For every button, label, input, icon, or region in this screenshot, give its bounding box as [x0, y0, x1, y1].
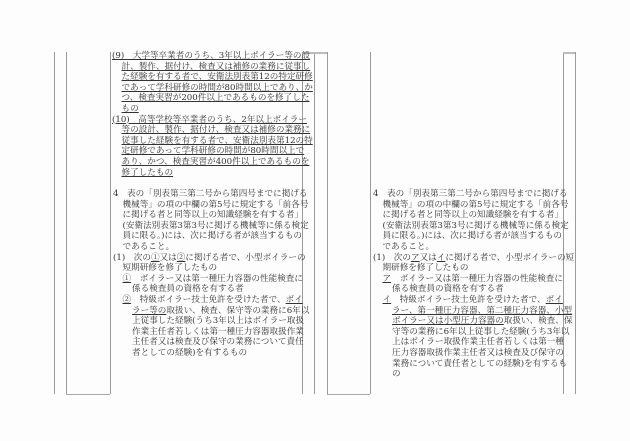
text-line: [113, 189, 309, 200]
text-line: [373, 242, 574, 253]
text-segment: 係る検査員の資格を有する者: [392, 284, 504, 295]
text-segment: 機械等」の項の中欄の第5号に規定する「前各号: [382, 199, 569, 210]
underlined-text: ①: [122, 273, 132, 284]
text-line: [112, 62, 313, 73]
text-line: [113, 348, 309, 359]
text-line: [113, 306, 309, 317]
text-line: [113, 337, 309, 348]
text-segment: の: [392, 369, 401, 380]
underlined-text: ボイ: [545, 294, 563, 305]
text-line: [112, 72, 313, 83]
underlined-text: 定研修であって学科研修の時間が80時間以上で: [121, 146, 305, 157]
text-line: [112, 115, 313, 126]
table-border-right: [575, 52, 576, 394]
table-cell-bottom: [327, 394, 370, 395]
underlined-text: ボイ: [285, 294, 303, 305]
text-segment: ボイラー又は第一種圧力容器の性能検査に: [131, 273, 303, 284]
text-line: [373, 263, 574, 274]
underlined-text: 計、製作、据付け、検査又は補修の業務に従事し: [121, 61, 311, 72]
text-segment: 作業主任者若しくは第一種圧力容器取扱作業: [132, 326, 304, 337]
right-item-4: [373, 189, 574, 380]
text-segment: 員に限る。)には、次に掲げる者が該当するもの: [122, 231, 303, 242]
underlined-text: ラー、第一種圧力容器、第二種圧力容器、小型: [392, 305, 573, 316]
table-border-left: [54, 52, 55, 394]
table-column-rule: [370, 52, 371, 394]
text-line: [112, 125, 313, 136]
underlined-text: た経験を有する者で、安衛法別表第12の特定研修: [121, 72, 313, 83]
text-line: [112, 83, 313, 94]
text-line: [373, 306, 574, 317]
underlined-text: 修了したもの: [121, 167, 174, 178]
underlined-text: つ、検査実習が200件以上であるものを修了した: [121, 93, 310, 104]
text-segment: 4 表の「別表第三第二号から第四号までに掲げる: [113, 189, 308, 199]
table-column-rule: [66, 52, 67, 394]
text-line: [373, 327, 574, 338]
underlined-text: イ: [436, 252, 446, 263]
left-item-4: [113, 189, 309, 359]
text-line: [373, 221, 574, 232]
text-segment: (1) 次の: [373, 252, 411, 263]
text-line: [112, 168, 313, 179]
text-segment: 特級ボイラー技士免許を受けた者で、: [131, 294, 286, 305]
text-segment: であること。: [382, 241, 435, 252]
text-segment: 上従事した経験(うち3年以上はボイラー取扱: [132, 316, 305, 327]
underlined-text: 等の設計、製作、据付け、検査又は補修の業務に: [121, 125, 311, 136]
text-line: [112, 93, 313, 104]
text-segment: 短期研修を修了したもの: [122, 263, 218, 274]
text-segment: (1) 次の: [113, 252, 151, 263]
text-segment: 機械等」の項の中欄の第5号に規定する「前各号: [122, 199, 309, 210]
underlined-text: 従事した経験を有する者で、安衛法別表第12の特: [121, 135, 313, 146]
text-line: [113, 263, 309, 274]
text-line: [113, 284, 309, 295]
text-line: [113, 242, 309, 253]
underlined-text: ア: [382, 273, 392, 284]
text-segment: (安衛法別表第3第3号に掲げる機械等に係る検定: [382, 220, 569, 231]
text-segment: 業務について責任者としての経験)を有するも: [392, 358, 568, 369]
text-segment: 員に限る。)には、次に掲げる者が該当するもの: [382, 231, 563, 242]
text-segment: に掲げる者と同等以上の知識経験を有する者」: [122, 210, 303, 221]
text-line: [113, 253, 309, 264]
text-segment: 守等の業務に6年以上従事した経験(うち3年以: [392, 326, 570, 337]
text-segment: に掲げる者と同等以上の知識経験を有する者」: [382, 210, 563, 221]
text-segment: 主任者又は検査及び保守の業務について責任: [132, 337, 304, 348]
text-line: [113, 295, 309, 306]
underlined-text: ②: [122, 294, 132, 305]
underlined-text: (10) 高等学校等卒業者のうち、2年以上ボイラー: [112, 114, 307, 125]
text-segment: であること。: [122, 241, 175, 252]
text-line: [373, 359, 574, 370]
text-segment: 圧力容器取扱作業主任者又は検査及び保守の: [392, 347, 564, 358]
text-segment: 取扱い、検査、保: [503, 316, 573, 327]
text-line: [113, 210, 309, 221]
text-line: [373, 369, 574, 380]
underlined-text: ②: [176, 252, 186, 263]
table-column-rule: [110, 52, 111, 394]
text-line: [112, 146, 313, 157]
text-line: [373, 348, 574, 359]
table-cell-top: [563, 52, 575, 54]
text-line: [113, 221, 309, 232]
text-segment: ボイラー又は第一種圧力容器の性能検査に: [391, 273, 563, 284]
text-line: [113, 316, 309, 327]
text-segment: 上はボイラー取扱作業主任者若しくは第一種: [392, 337, 564, 348]
text-line: [373, 295, 574, 306]
text-line: [373, 274, 574, 285]
text-line: [373, 284, 574, 295]
text-segment: 係る検査員の資格を有する者: [132, 284, 244, 295]
text-segment: (安衛法別表第3第3号に掲げる機械等に係る検定: [122, 220, 309, 231]
text-segment: 又は: [159, 252, 177, 263]
text-line: [112, 104, 313, 115]
text-line: [112, 136, 313, 147]
underlined-text: ア: [410, 252, 420, 263]
text-line: [113, 231, 309, 242]
underlined-text: (9) 大学等卒業者のうち、3年以上ボイラー等の設: [112, 51, 311, 61]
text-line: [373, 231, 574, 242]
table-column-rule: [327, 52, 328, 394]
text-segment: に掲げる者で、小型ボイラーの: [185, 252, 306, 263]
underlined-text: ボイラー又は小型圧力容器の: [392, 316, 504, 327]
text-segment: 取扱い、検査、保守等の業務に6年以: [166, 305, 310, 316]
text-line: [373, 189, 574, 200]
underlined-text: ラー等の: [132, 305, 167, 316]
table-column-rule: [314, 52, 315, 394]
text-segment: 期研修を修了したもの: [382, 263, 469, 274]
left-items-9-10: [112, 51, 313, 178]
underlined-text: イ: [382, 294, 392, 305]
text-line: [113, 200, 309, 211]
text-line: [373, 316, 574, 327]
text-line: [373, 200, 574, 211]
underlined-text: であって学科研修の時間が80時間以上であり、か: [121, 82, 313, 93]
text-segment: 特級ボイラー技士免許を受けた者で、: [391, 294, 546, 305]
text-line: [112, 157, 313, 168]
underlined-text: あり、かつ、検査実習が400件以上であるものを: [121, 156, 310, 167]
text-line: [112, 51, 313, 62]
table-cell-bottom: [66, 394, 110, 395]
text-segment: 又は: [419, 252, 437, 263]
text-line: [113, 327, 309, 338]
text-line: [373, 253, 574, 264]
text-segment: 4 表の「別表第三第二号から第四号までに掲げる: [373, 189, 568, 199]
underlined-text: ①: [150, 252, 160, 263]
text-segment: に掲げる者で、小型ボイラーの短: [445, 252, 575, 263]
underlined-text: もの: [121, 103, 139, 114]
text-line: [373, 337, 574, 348]
text-line: [373, 210, 574, 221]
text-segment: 者としての経験)を有するもの: [132, 347, 248, 358]
text-line: [113, 274, 309, 285]
